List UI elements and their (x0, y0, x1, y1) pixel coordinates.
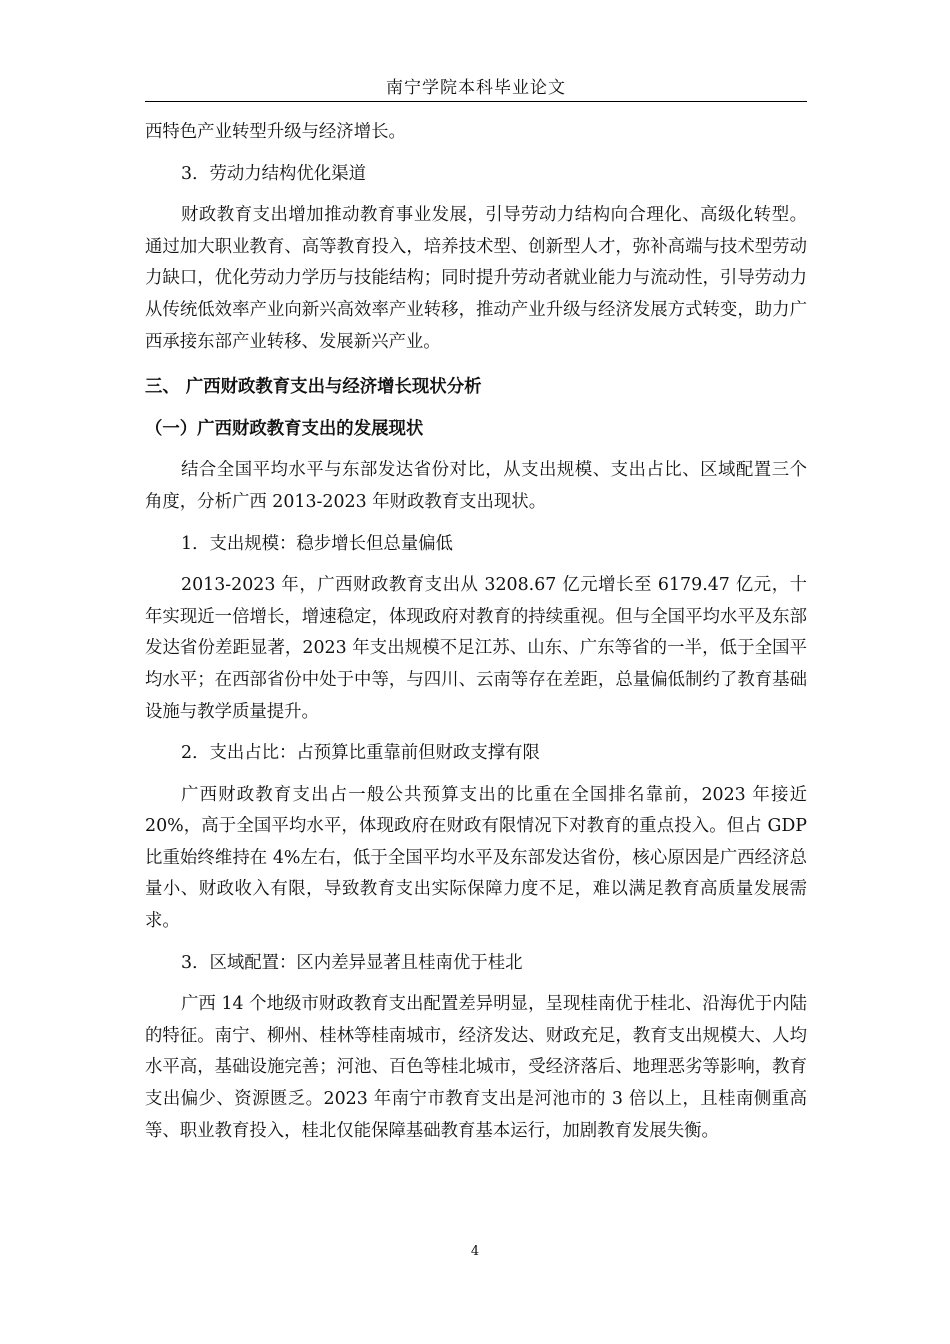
running-header: 南宁学院本科毕业论文 (386, 78, 566, 98)
paragraph-intro: 结合全国平均水平与东部发达省份对比，从支出规模、支出占比、区域配置三个角度，分析广西 2013-2023 年财政教育支出现状。 (145, 460, 807, 512)
paragraph-region: 广西 14 个地级市财政教育支出配置差异明显，呈现桂南优于桂北、沿海优于内陆的特征。南宁、柳州、桂林等桂南城市，经济发达、财政充足，教育支出规模大、人均水平高，基础设施完善；河池、百色等桂北城市，受经济落后、地理恶劣等影响，教育支出偏少、资源匮乏。2023 年南宁市教育支出是河池市的 3 倍以上，且桂南侧重高等、职业教育投入，桂北仅能保障基础教育基本运行，加剧教育发展失衡。 (145, 994, 807, 1141)
page-body (145, 117, 807, 1147)
paragraph-continued: 西特色产业转型升级与经济增长。 (145, 122, 406, 142)
page-number: 4 (470, 1244, 480, 1259)
subheading-labor-structure: 3．劳动力结构优化渠道 (181, 163, 366, 184)
header-rule (145, 101, 807, 102)
section-heading: 三、 广西财政教育支出与经济增长现状分析 (145, 377, 482, 398)
subsection-heading: （一）广西财政教育支出的发展现状 (145, 418, 424, 439)
paragraph-share: 广西财政教育支出占一般公共预算支出的比重在全国排名靠前，2023 年接近 20%，高于全国平均水平，体现政府在财政有限情况下对教育的重点投入。但占 GDP 比重始终维持在 4%左右，低于全国平均水平及东部发达省份，核心原因是广西经济总量小、财政收入有限，导致教育支出实际保障力度不足，难以满足教育高质量发展需求。 (145, 784, 807, 932)
subheading-scale: 1．支出规模：稳步增长但总量偏低 (181, 533, 453, 554)
paragraph-scale: 2013-2023 年，广西财政教育支出从 3208.67 亿元增长至 6179.47 亿元，十年实现近一倍增长，增速稳定，体现政府对教育的持续重视。但与全国平均水平及东部发达省份差距显著，2023 年支出规模不足江苏、山东、广东等省的一半，低于全国平均水平；在西部省份中处于中等，与四川、云南等存在差距，总量偏低制约了教育基础设施与教学质量提升。 (145, 575, 807, 722)
subheading-share: 2．支出占比：占预算比重靠前但财政支撑有限 (181, 743, 540, 764)
paragraph-labor-structure: 财政教育支出增加推动教育事业发展，引导劳动力结构向合理化、高级化转型。通过加大职业教育、高等教育投入，培养技术型、创新型人才，弥补高端与技术型劳动力缺口，优化劳动力学历与技能结构；同时提升劳动者就业能力与流动性，引导劳动力从传统低效率产业向新兴高效率产业转移，推动产业升级与经济发展方式转变，助力广西承接东部产业转移、发展新兴产业。 (145, 205, 807, 352)
subheading-region: 3．区域配置：区内差异显著且桂南优于桂北 (181, 952, 523, 973)
